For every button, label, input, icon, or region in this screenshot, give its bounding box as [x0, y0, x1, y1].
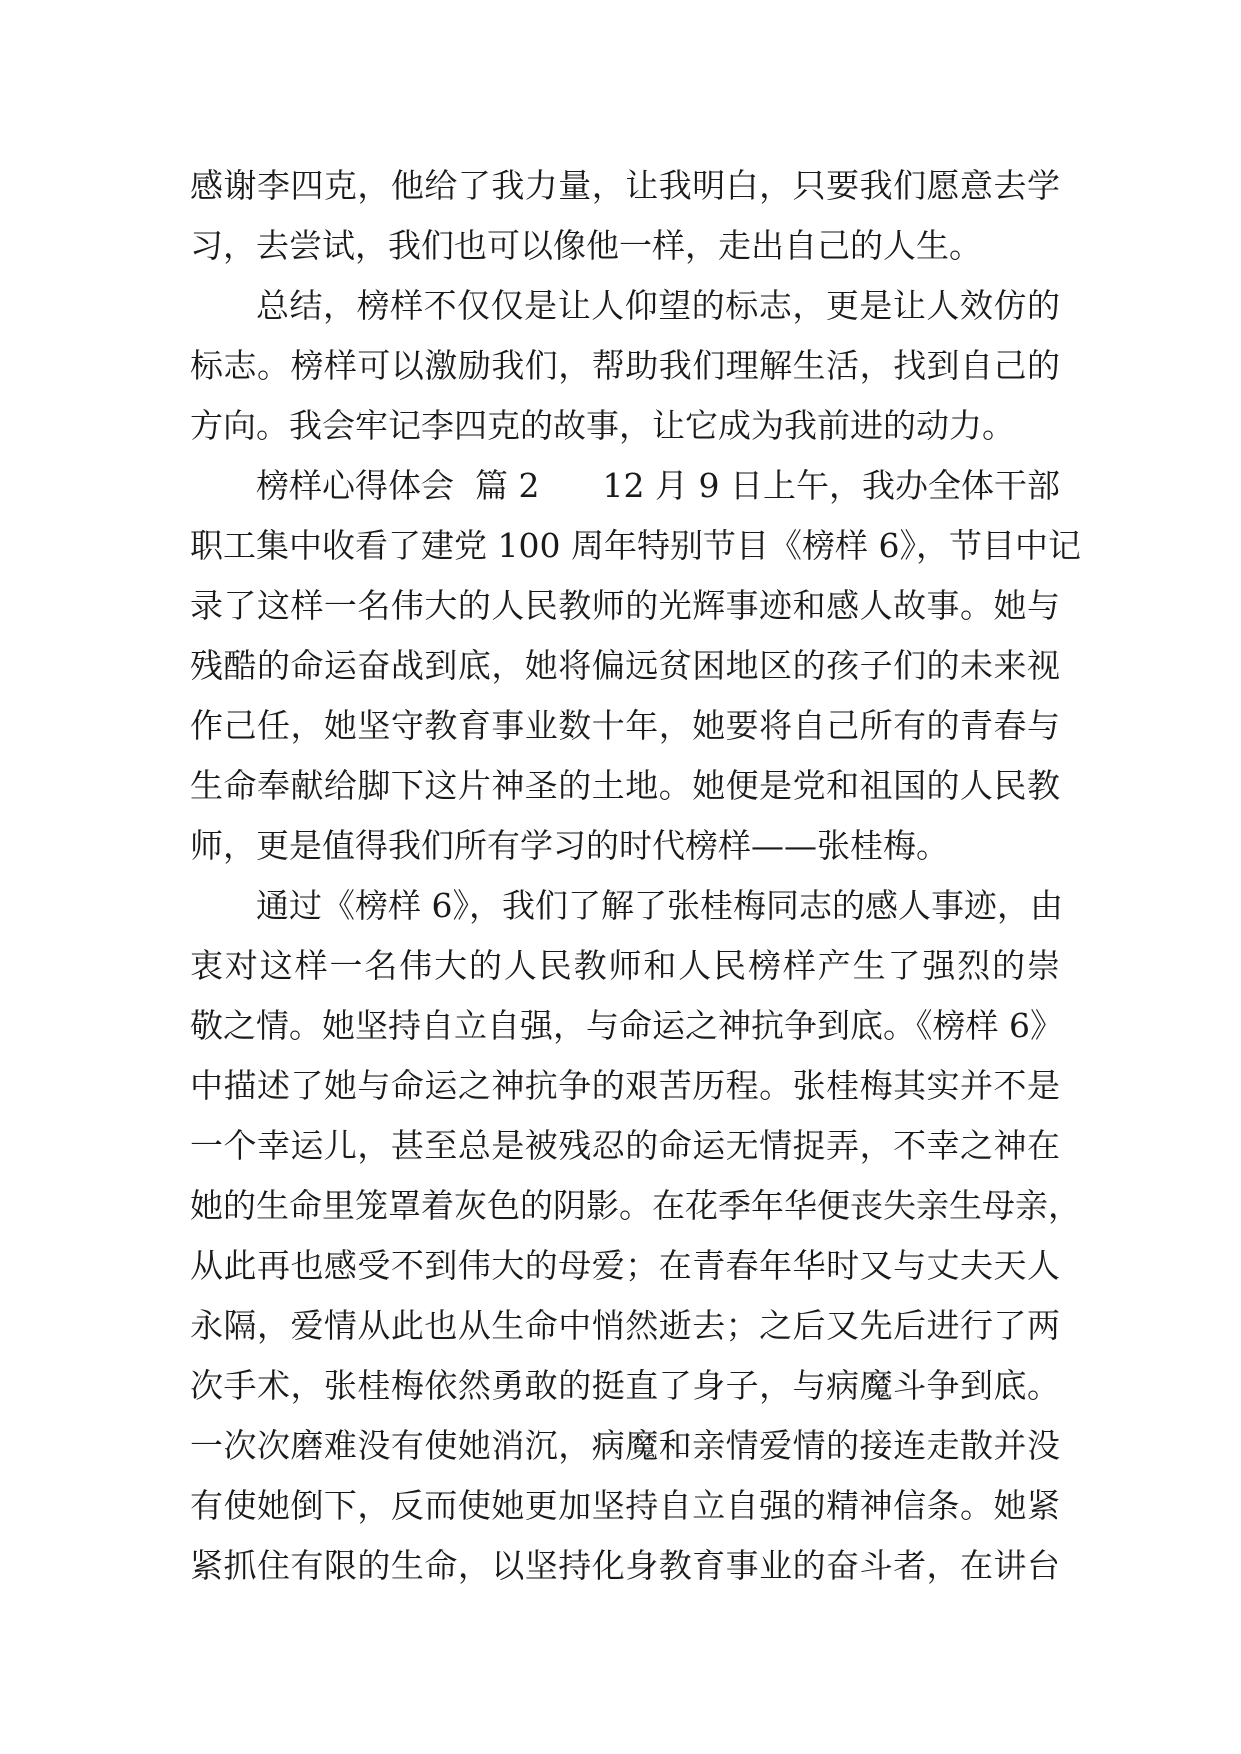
text-line: 从此再也感受不到伟大的母爱；在青春年华时又与丈夫天人	[190, 1246, 1060, 1285]
text-line: 永隔，爱情从此也从生命中悄然逝去；之后又先后进行了两	[190, 1306, 1060, 1345]
text-line: 录了这样一名伟大的人民教师的光辉事迹和感人故事。她与	[190, 586, 1060, 625]
text-line: 衷对这样一名伟大的人民教师和人民榜样产生了强烈的崇	[190, 946, 1060, 985]
text-line: 职工集中收看了建党 100 周年特别节目《榜样 6》，节目中记	[190, 526, 1081, 565]
text-line: 一次次磨难没有使她消沉，病魔和亲情爱情的接连走散并没	[190, 1426, 1060, 1465]
text-line: 她的生命里笼罩着灰色的阴影。在花季年华便丧失亲生母亲，	[190, 1186, 1081, 1225]
text-line: 作己任，她坚守教育事业数十年，她要将自己所有的青春与	[190, 706, 1060, 745]
text-line: 生命奉献给脚下这片神圣的土地。她便是党和祖国的人民教	[190, 766, 1060, 805]
text-line: 残酷的命运奋战到底，她将偏远贫困地区的孩子们的未来视	[190, 646, 1060, 685]
text-line: 标志。榜样可以激励我们，帮助我们理解生活，找到自己的	[190, 346, 1060, 385]
text-line: 总结，榜样不仅仅是让人仰望的标志，更是让人效仿的	[256, 286, 1060, 325]
body-text	[190, 156, 1081, 1596]
section-heading-line: 榜样心得体会 篇 2 12 月 9 日上午，我办全体干部	[256, 466, 1060, 505]
text-line: 有使她倒下，反而使她更加坚持自立自强的精神信条。她紧	[190, 1486, 1060, 1525]
text-line: 师，更是值得我们所有学习的时代榜样——张桂梅。	[190, 826, 949, 865]
text-line: 中描述了她与命运之神抗争的艰苦历程。张桂梅其实并不是	[190, 1066, 1060, 1105]
text-line: 习，去尝试，我们也可以像他一样，走出自己的人生。	[190, 226, 982, 265]
text-line: 方向。我会牢记李四克的故事，让它成为我前进的动力。	[190, 406, 1015, 445]
text-line: 一个幸运儿，甚至总是被残忍的命运无情捉弄，不幸之神在	[190, 1126, 1060, 1165]
text-line: 敬之情。她坚持自立自强，与命运之神抗争到底。《榜样 6》	[190, 1006, 1063, 1045]
text-line: 紧抓住有限的生命，以坚持化身教育事业的奋斗者，在讲台	[190, 1546, 1060, 1585]
text-line: 通过《榜样 6》，我们了解了张桂梅同志的感人事迹，由	[256, 886, 1063, 925]
text-line: 次手术，张桂梅依然勇敢的挺直了身子，与病魔斗争到底。	[190, 1366, 1060, 1405]
text-line: 感谢李四克，他给了我力量，让我明白，只要我们愿意去学	[190, 166, 1060, 205]
